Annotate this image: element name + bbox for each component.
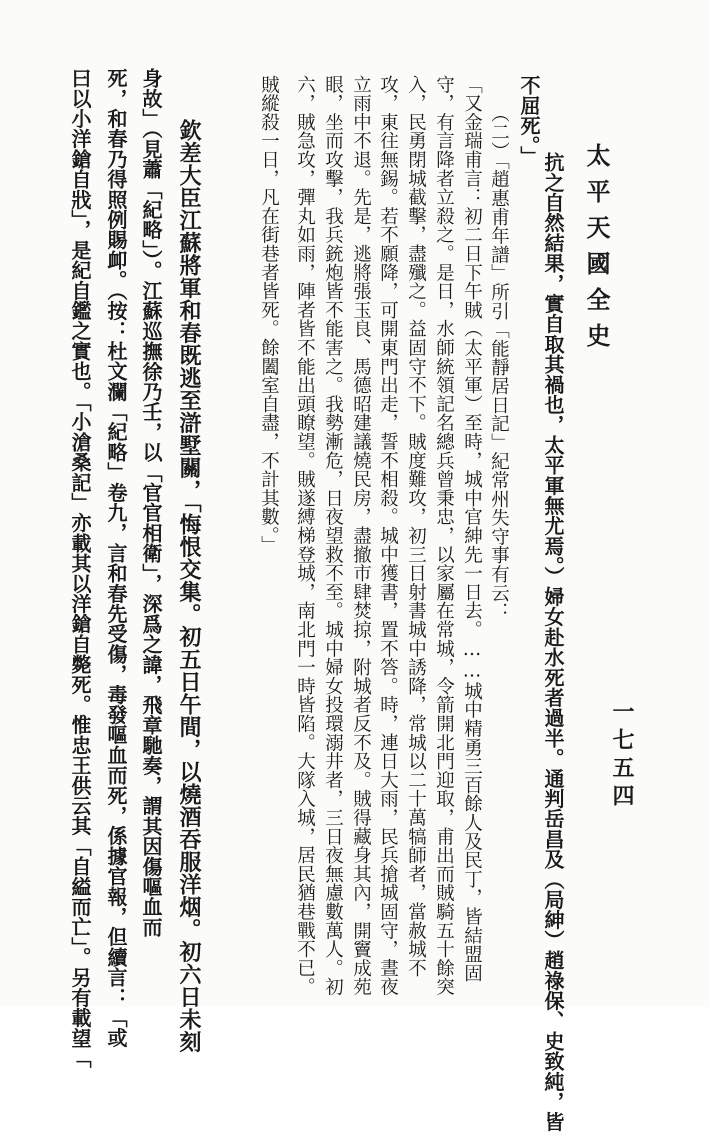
text-column: 抗之自然結果，實自取其禍也，太平軍無尤焉。）婦女赴水死者過半。通判岳昌及（局紳）趙祿保、史致純，皆	[541, 152, 565, 1132]
text-column: 眼，坐而攻擊，我兵銃炮皆不能害之。我勢漸危，日夜望救不至。城中婦女投環溺井者，三日夜無慮數萬人。初	[322, 75, 344, 997]
text-column: 攻，東往無錫。若不願降，可開東門出走，誓不相殺。城中獲書，置不答。時，連日大雨，民兵搶城固守，晝夜	[377, 75, 399, 997]
text-column: 六，賊急攻，彈丸如雨，陣者皆不能出頭瞭望。賊遂縛梯登城，南北門一時皆陷。大隊入城，居民猶巷戰不已。	[294, 75, 316, 997]
running-header: 太平天國全史	[582, 143, 611, 359]
text-column: 入，民勇閉城截擊，盡殲之。益固守不下。賊度難攻，初三日射書城中誘降，常城以二十萬犒師者，當赦城不	[405, 75, 427, 978]
text-column: 死，和春乃得照例賜卹。（按：杜文瀾「紀略」卷九，言和春先受傷，毒發嘔血而死，係據官報，但續言：「或	[104, 68, 128, 1048]
text-column: （二）「趙惠甫年譜」所引「能靜居日記」紀常州失守事有云：	[488, 104, 510, 622]
text-column: 身故」（見蕭「紀略」）。江蘇巡撫徐乃壬，以「官官相衛」，深爲之諱，飛章馳奏，謂其因傷嘔血而	[139, 68, 163, 937]
text-column: 立雨中不退。先是，逃將張玉良、馬德昭建議燒民房，盡撤市肆焚掠，附城者反不及。賊得藏身其內，開竇成苑	[350, 75, 372, 997]
text-column: 不屈死。」	[517, 75, 541, 166]
text-column: 守，有言降者立殺之。是日，水師統領記名總兵曾秉忠，以家屬在常城，令箭開北門迎取，甫出而賊騎五十餘突	[433, 75, 455, 997]
text-column: 曰以小洋鎗自戕」，是紀自鑑之實也。「小滄桑記」亦載其以洋鎗自斃死。惟忠王供云其「自縊而亡」。另有載望「	[68, 68, 92, 1069]
text-column: 「又金瑞甫言：初二日下午賊（太平軍）至時，城中官紳先一日去。……城中精勇三百餘人及民丁，皆結盟固	[461, 75, 483, 983]
text-column: 賊縱殺一日，凡在街巷者皆死。餘闔室自盡，不計其數。」	[258, 75, 280, 555]
text-column: 欽差大臣江蘇將軍和春既逃至滸墅關，「悔恨交集。初五日午間，以燒酒吞服洋烟。初六日未刻	[176, 119, 202, 1053]
page-number: 一七五四	[609, 700, 635, 812]
